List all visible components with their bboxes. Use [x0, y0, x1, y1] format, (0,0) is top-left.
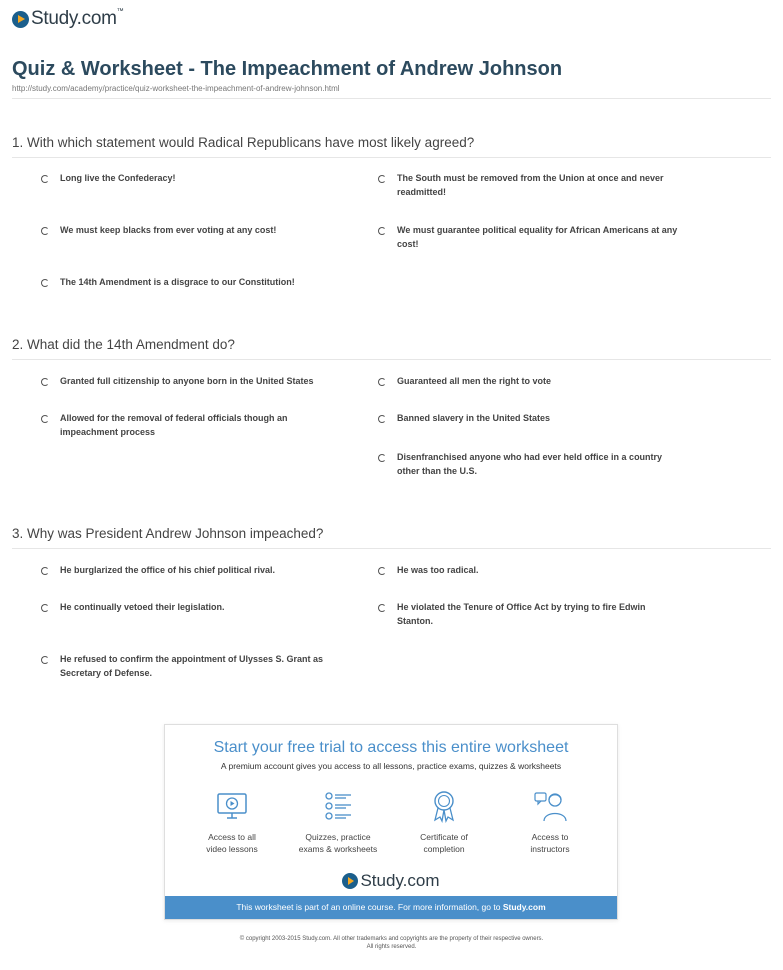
- promo-headline[interactable]: Start your free trial to access this entire worksheet: [213, 739, 569, 756]
- answer-option[interactable]: [41, 172, 341, 186]
- question-3: [12, 526, 771, 549]
- answer-option[interactable]: [41, 601, 341, 615]
- answer-option[interactable]: [41, 375, 341, 389]
- answer-option[interactable]: [378, 601, 678, 628]
- promo-info-bar[interactable]: [165, 896, 617, 919]
- radio-icon[interactable]: [41, 567, 49, 575]
- answer-text: We must keep blacks from ever voting at any cost!: [60, 225, 277, 235]
- answer-option[interactable]: [378, 172, 678, 199]
- answer-option[interactable]: [41, 653, 341, 680]
- answer-text: Granted full citizenship to anyone born in the United States: [60, 376, 314, 386]
- answer-text: We must guarantee political equality for African Americans at any cost!: [397, 225, 678, 249]
- answer-text: He refused to confirm the appointment of Ulysses S. Grant as Secretary of Defense.: [60, 654, 324, 678]
- feature-label: Access to all video lessons: [206, 832, 258, 854]
- question-text: 3. Why was President Andrew Johnson impeached?: [12, 526, 324, 541]
- feature-quizzes: [283, 789, 393, 855]
- answer-option[interactable]: [378, 375, 678, 389]
- page-title: Quiz & Worksheet - The Impeachment of Andrew Johnson: [12, 58, 563, 80]
- free-trial-promo: [164, 724, 618, 920]
- play-logo-icon: [342, 873, 358, 889]
- video-lesson-icon: [215, 789, 249, 823]
- answer-text: Disenfranchised anyone who had ever held office in a country other than the U.S.: [397, 452, 663, 476]
- radio-icon[interactable]: [378, 454, 386, 462]
- study-logo[interactable]: [12, 8, 123, 30]
- question-2: [12, 337, 771, 360]
- brand-name: Study.com: [31, 8, 117, 29]
- feature-instructors: [495, 789, 605, 855]
- feature-label: Access to instructors: [530, 832, 570, 854]
- question-text: 2. What did the 14th Amendment do?: [12, 337, 235, 352]
- certificate-icon: [427, 789, 461, 823]
- radio-icon[interactable]: [41, 227, 49, 235]
- rights-line: All rights reserved.: [366, 944, 417, 950]
- answer-text: He violated the Tenure of Office Act by trying to fire Edwin Stanton.: [397, 602, 646, 626]
- answer-option[interactable]: [378, 451, 678, 478]
- question-text: 1. With which statement would Radical Republicans have most likely agreed?: [12, 135, 475, 150]
- radio-icon[interactable]: [41, 175, 49, 183]
- promo-brand-name: Study.com: [360, 871, 440, 890]
- answer-text: He burglarized the office of his chief political rival.: [60, 565, 276, 575]
- divider: [12, 157, 771, 158]
- promo-bar-text: This worksheet is part of an online course. For more information, go to: [236, 902, 503, 912]
- answer-text: He was too radical.: [397, 565, 479, 575]
- answer-option[interactable]: [378, 564, 678, 578]
- promo-bar-link[interactable]: Study.com: [502, 902, 546, 912]
- trademark: ™: [116, 8, 124, 15]
- radio-icon[interactable]: [41, 656, 49, 664]
- promo-subline: A premium account gives you access to all lessons, practice exams, quizzes & worksheets: [220, 761, 562, 771]
- answer-option[interactable]: [378, 412, 678, 426]
- feature-label: Quizzes, practice exams & worksheets: [298, 832, 378, 854]
- copyright: [0, 935, 783, 951]
- answer-text: Long live the Confederacy!: [60, 173, 176, 183]
- question-1: [12, 135, 771, 158]
- answer-text: Banned slavery in the United States: [397, 413, 551, 423]
- radio-icon[interactable]: [378, 227, 386, 235]
- radio-icon[interactable]: [378, 567, 386, 575]
- radio-icon[interactable]: [41, 279, 49, 287]
- page-url[interactable]: http://study.com/academy/practice/quiz-worksheet-the-impeachment-of-andrew-johnson.html: [12, 84, 340, 93]
- play-logo-icon: [12, 11, 29, 28]
- instructor-icon: [533, 789, 567, 823]
- radio-icon[interactable]: [41, 415, 49, 423]
- divider: [12, 359, 771, 360]
- feature-certificate: [389, 789, 499, 855]
- answer-text: He continually vetoed their legislation.: [60, 602, 225, 612]
- answer-text: The South must be removed from the Union at once and never readmitted!: [397, 173, 664, 197]
- answer-option[interactable]: [378, 224, 678, 251]
- answer-text: Guaranteed all men the right to vote: [397, 376, 552, 386]
- answer-option[interactable]: [41, 564, 341, 578]
- radio-icon[interactable]: [378, 175, 386, 183]
- copyright-line: © copyright 2003-2015 Study.com. All other trademarks and copyrights are the property of their respective owners.: [239, 936, 544, 942]
- radio-icon[interactable]: [41, 378, 49, 386]
- radio-icon[interactable]: [378, 604, 386, 612]
- feature-video-lessons: [177, 789, 287, 855]
- quiz-list-icon: [321, 789, 355, 823]
- answer-option[interactable]: [41, 276, 341, 290]
- answer-option[interactable]: [41, 224, 341, 238]
- answer-text: Allowed for the removal of federal officials though an impeachment process: [60, 413, 288, 437]
- answer-option[interactable]: [41, 412, 341, 439]
- divider: [12, 548, 771, 549]
- feature-label: Certificate of completion: [420, 832, 468, 854]
- answer-text: The 14th Amendment is a disgrace to our Constitution!: [60, 277, 295, 287]
- promo-study-logo[interactable]: [165, 871, 617, 891]
- radio-icon[interactable]: [378, 378, 386, 386]
- radio-icon[interactable]: [378, 415, 386, 423]
- divider: [12, 98, 771, 99]
- radio-icon[interactable]: [41, 604, 49, 612]
